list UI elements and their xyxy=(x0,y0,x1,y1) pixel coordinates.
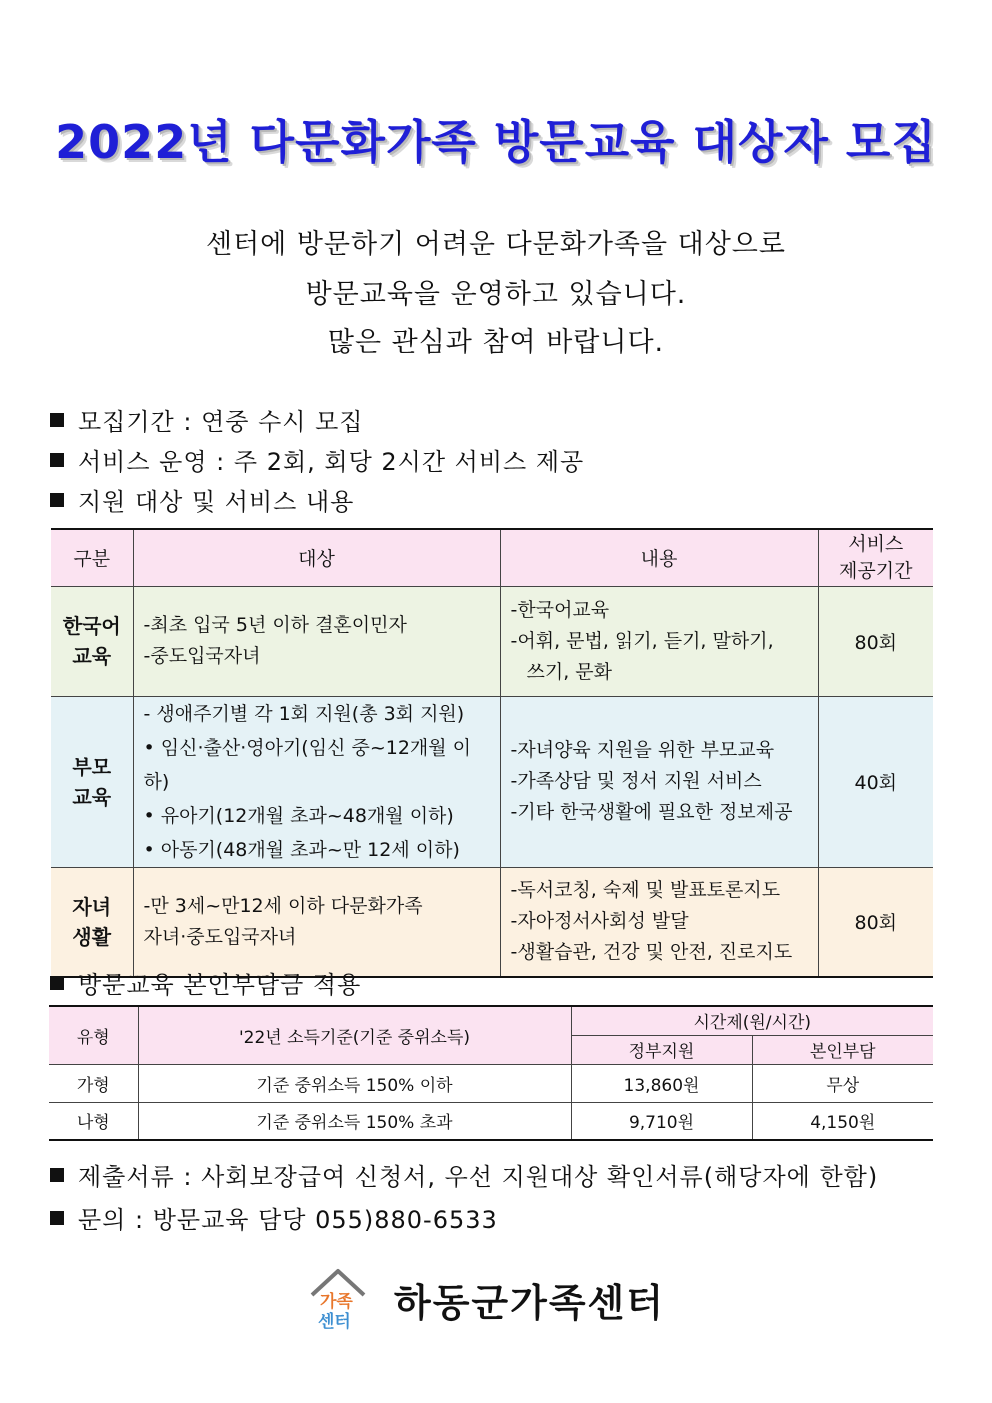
header-content: 내용 xyxy=(500,529,818,586)
square-bullet-icon xyxy=(50,976,64,990)
bullet-period: 모집기간 : 연중 수시 모집 xyxy=(50,402,363,437)
header-gov: 정부지원 xyxy=(571,1035,752,1064)
category-cell: 부모 교육 xyxy=(51,696,133,867)
period-cell: 80회 xyxy=(818,586,933,696)
bullet-target: 지원 대상 및 서비스 내용 xyxy=(50,482,354,517)
category-cell: 한국어 교육 xyxy=(51,586,133,696)
header-target: 대상 xyxy=(133,529,500,586)
header-criteria: '22년 소득기준(기준 중위소득) xyxy=(138,1006,571,1064)
intro-line-3: 많은 관심과 참여 바랍니다. xyxy=(327,327,665,358)
bullet-documents: 제출서류 : 사회보장급여 신청서, 우선 지원대상 확인서류(해당자에 한함) xyxy=(50,1157,878,1192)
header-self: 본인부담 xyxy=(752,1035,933,1064)
bullet-contact: 문의 : 방문교육 담당 055)880-6533 xyxy=(50,1200,498,1235)
square-bullet-icon xyxy=(50,413,64,427)
page-title: 2022년 다문화가족 방문교육 대상자 모집 xyxy=(55,115,937,169)
table-row xyxy=(51,696,933,867)
category-cell: 자녀 생활 xyxy=(51,867,133,977)
bullet-operation: 서비스 운영 : 주 2회, 회당 2시간 서비스 제공 xyxy=(50,442,584,477)
table-row: 나형 기준 중위소득 150% 초과 9,710원 4,150원 xyxy=(49,1102,933,1140)
target-cell: -만 3세~만12세 이하 다문화가족 자녀·중도입국자녀 xyxy=(133,867,500,977)
square-bullet-icon xyxy=(50,493,64,507)
header-period: 서비스 제공기간 xyxy=(818,529,933,586)
target-cell: -최초 입국 5년 이하 결혼이민자 -중도입국자녀 xyxy=(133,586,500,696)
table-row xyxy=(51,586,933,696)
content-cell: -독서코칭, 숙제 및 발표토론지도 -자아정서사회성 발달 -생활습관, 건강 및 안전, 진로지도 xyxy=(500,867,818,977)
center-logo xyxy=(308,1265,665,1333)
intro-line-1: 센터에 방문하기 어려운 다문화가족을 대상으로 xyxy=(206,229,786,260)
period-cell: 80회 xyxy=(818,867,933,977)
bullet-fee: 방문교육 본인부담금 적용 xyxy=(50,965,361,1000)
logo-mark-top: 가족 xyxy=(320,1292,353,1312)
period-cell: 40회 xyxy=(818,696,933,867)
service-table xyxy=(51,528,933,978)
content-cell: -한국어교육 -어휘, 문법, 읽기, 듣기, 말하기, 쓰기, 문화 xyxy=(500,586,818,696)
table-row: 가형 기준 중위소득 150% 이하 13,860원 무상 xyxy=(49,1064,933,1102)
square-bullet-icon xyxy=(50,1168,64,1182)
table-header-row xyxy=(51,529,933,586)
square-bullet-icon xyxy=(50,1211,64,1225)
content-cell: -자녀양육 지원을 위한 부모교육 -가족상담 및 정서 지원 서비스 -기타 한국생활에 필요한 정보제공 xyxy=(500,696,818,867)
target-cell: - 생애주기별 각 1회 지원(총 3회 지원) • 임신·출산·영아기(임신 중~12개월 이하) • 유아기(12개월 초과~48개월 이하) • 아동기(48개월 초과~만 12세 이하) xyxy=(133,696,500,867)
fee-table xyxy=(49,1005,933,1141)
header-type: 유형 xyxy=(49,1006,138,1064)
square-bullet-icon xyxy=(50,453,64,467)
header-category: 구분 xyxy=(51,529,133,586)
center-name: 하동군가족센터 xyxy=(394,1280,665,1325)
intro-line-2: 방문교육을 운영하고 있습니다. xyxy=(305,279,687,310)
fee-header-row xyxy=(49,1006,933,1035)
house-logo-icon xyxy=(308,1265,368,1333)
table-row xyxy=(51,867,933,977)
header-hourly: 시간제(원/시간) xyxy=(571,1006,933,1035)
logo-mark-bottom: 센터 xyxy=(318,1312,351,1332)
